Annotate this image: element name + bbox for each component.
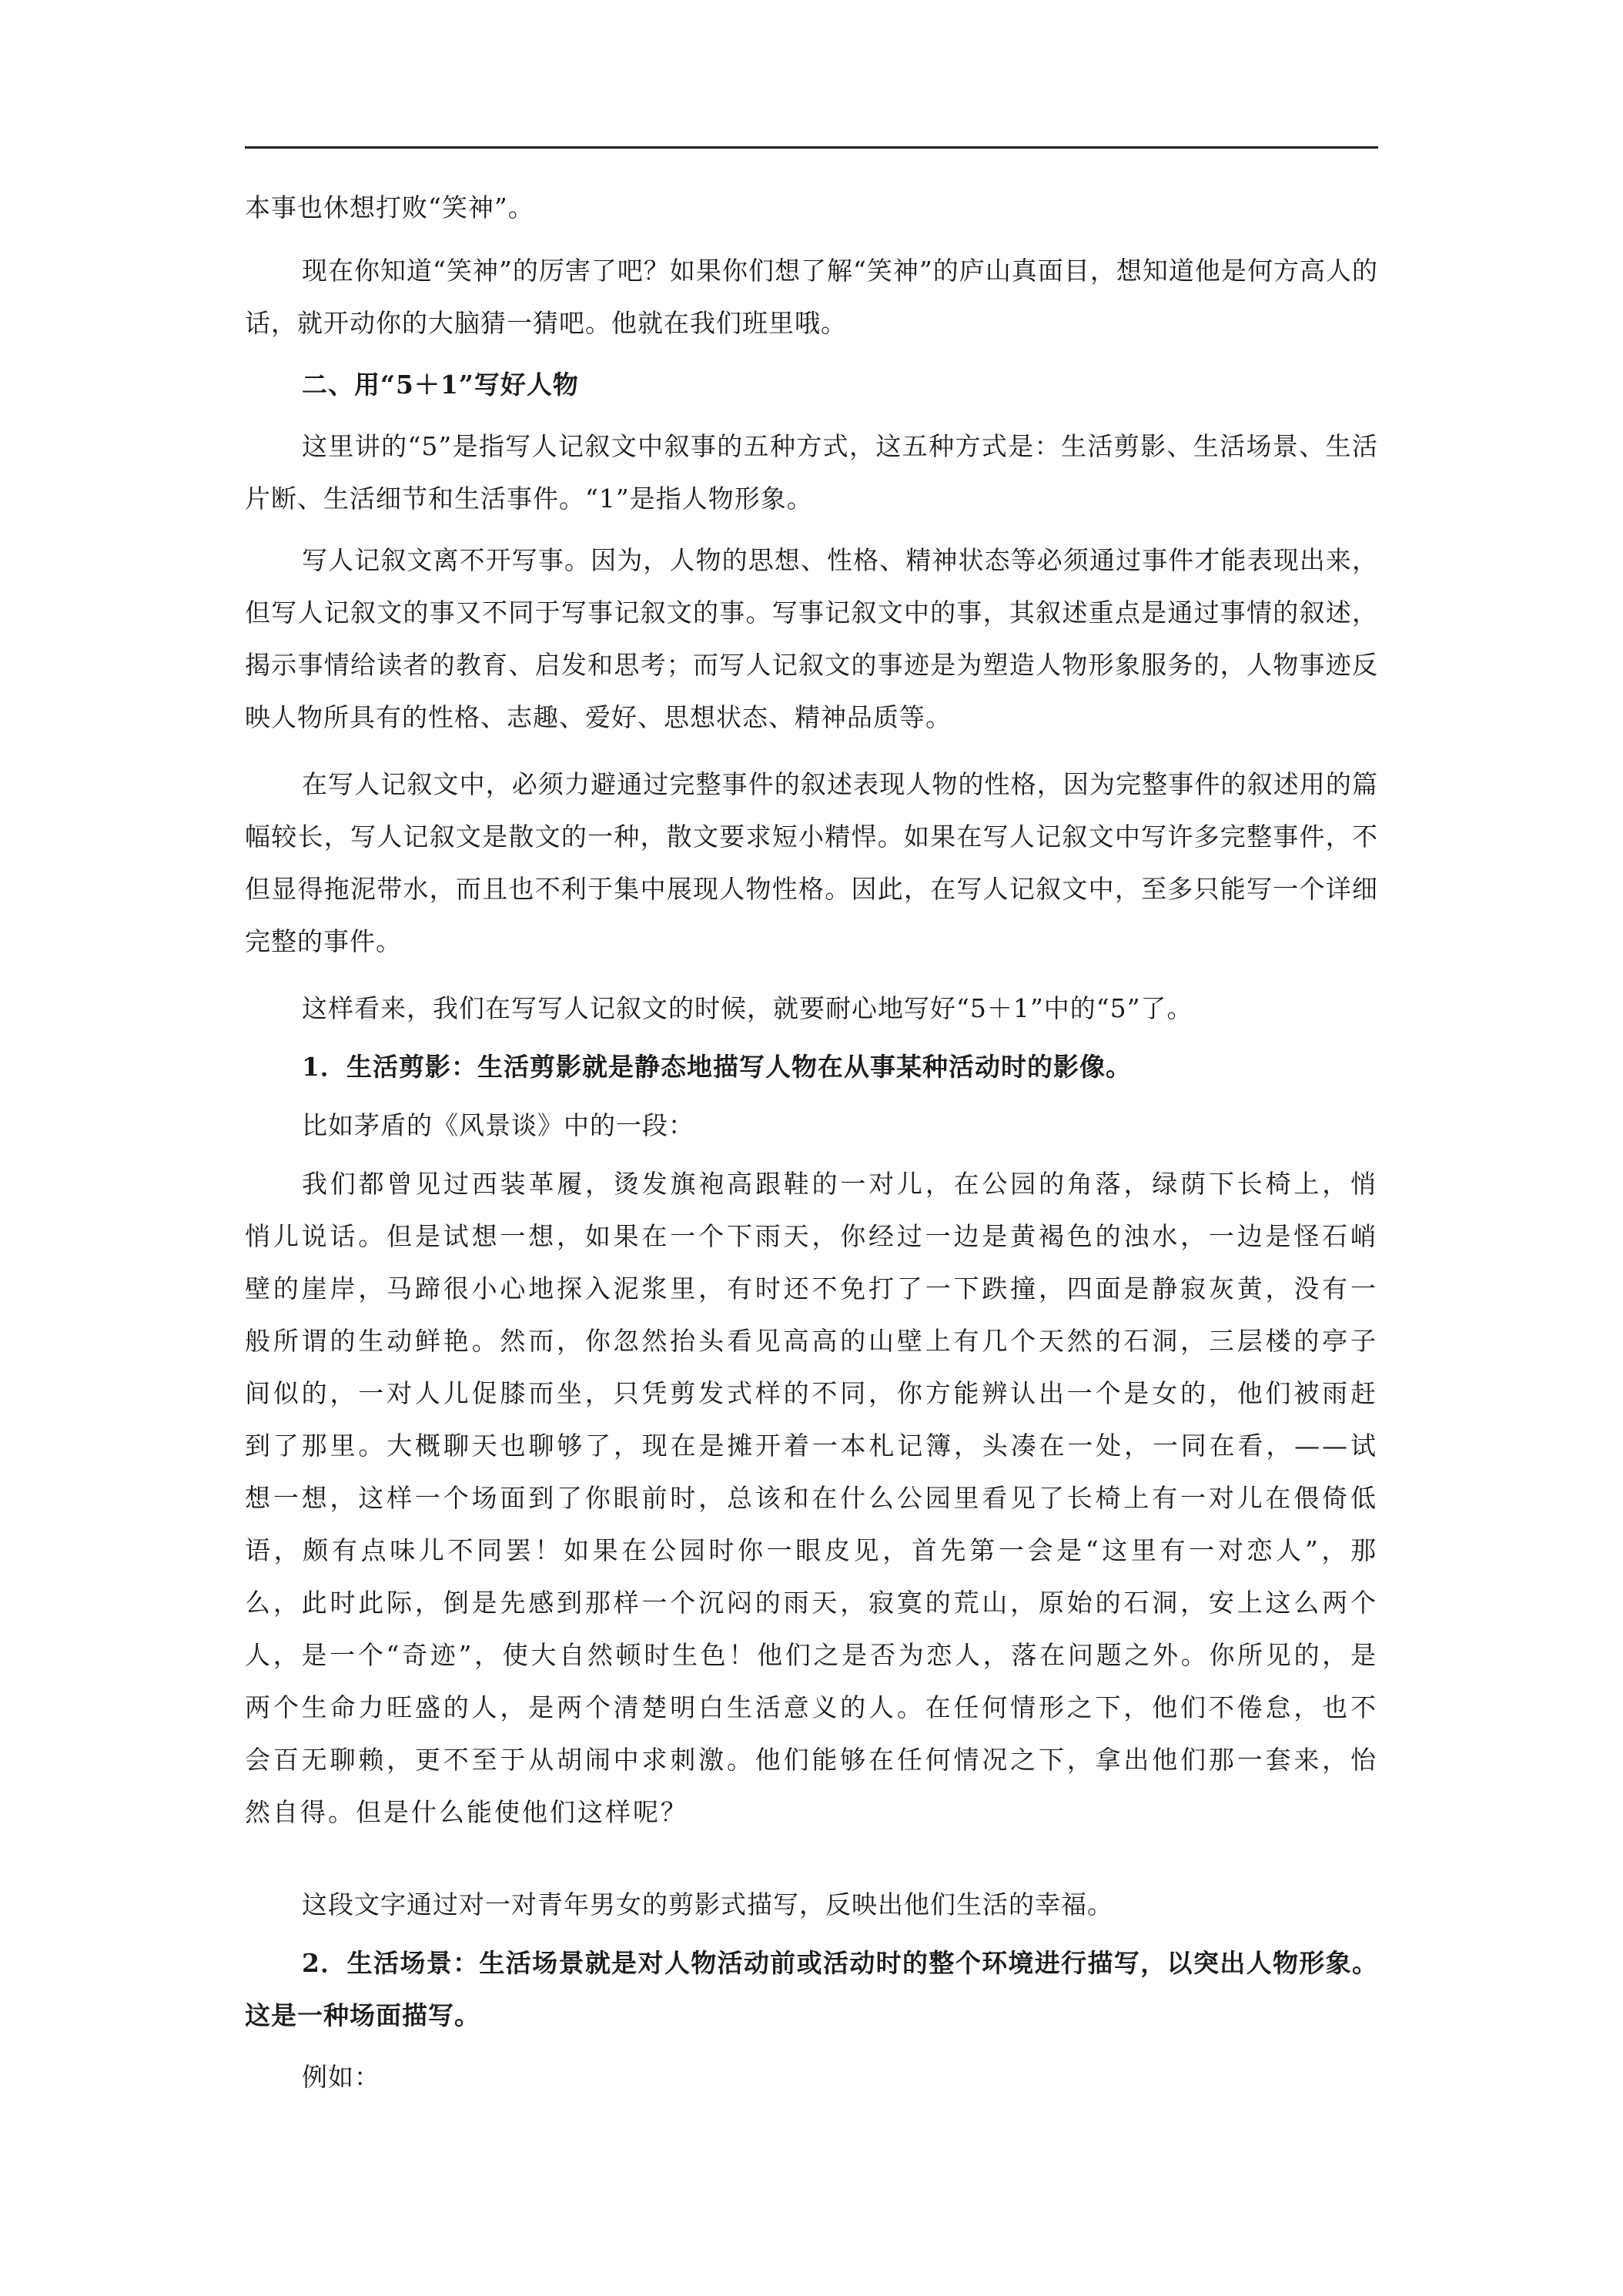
paragraph-definition: 这里讲的“5”是指写人记叙文中叙事的五种方式，这五种方式是：生活剪影、生活场景、生活片断、生活细节和生活事件。“1”是指人物形象。 — [245, 431, 1378, 514]
quoted-excerpt: 我们都曾见过西装革履，烫发旗袍高跟鞋的一对儿，在公园的角落，绿荫下长椅上，悄悄儿说话。但是试想一想，如果在一个下雨天，你经过一边是黄褐色的浊水，一边是怪石峭壁的崖岸，马蹄很小心地探入泥浆里，有时还不免打了一下跌撞，四面是静寂灰黄，没有一般所谓的生动鲜艳。然而，你忽然抬头看见高高的山壁上有几个天然的石洞，三层楼的亭子间似的，一对人儿促膝而坐，只凭剪发式样的不同，你方能辨认出一个是女的，他们被雨赶到了那里。大概聊天也聊够了，现在是摊开着一本札记簿，头凑在一处，一同在看，——试想一想，这样一个场面到了你眼前时，总该和在什么公园里看见了长椅上有一对儿在偎倚低语，颇有点味儿不同罢！如果在公园时你一眼皮见，首先第一会是“这里有一对恋人”，那么，此时此际，倒是先感到那样一个沉闷的雨天，寂寞的荒山，原始的石洞，安上这么两个人，是一个“奇迹”，使大自然顿时生色！他们之是否为恋人，落在问题之外。你所见的，是两个生命力旺盛的人，是两个清楚明白生活意义的人。在任何情形之下，他们不倦怠，也不会百无聊赖，更不至于从胡闹中求刺激。他们能够在任何情况之下，拿出他们那一套来，怡然自得。但是什么能使他们这样呢？ — [245, 1169, 1378, 1827]
section-heading: 二、用“5＋1”写好人物 — [302, 370, 579, 400]
paragraph-example-intro: 比如茅盾的《风景谈》中的一段： — [302, 1110, 694, 1140]
paragraph-xiaoshen: 现在你知道“笑神”的厉害了吧？如果你们想了解“笑神”的庐山真面目，想知道他是何方高人的话，就开动你的大脑猜一猜吧。他就在我们班里哦。 — [245, 256, 1378, 338]
subheading-scene: 2．生活场景：生活场景就是对人物活动前或活动时的整个环境进行描写，以突出人物形象。这是一种场面描写。 — [245, 1948, 1378, 2030]
paragraph-analysis: 这段文字通过对一对青年男女的剪影式描写，反映出他们生活的幸福。 — [302, 1889, 1113, 1919]
paragraph-write-events: 写人记叙文离不开写事。因为，人物的思想、性格、精神状态等必须通过事件才能表现出来，但写人记叙文的事又不同于写事记叙文的事。写事记叙文中的事，其叙述重点是通过事情的叙述，揭示事情给读者的教育、启发和思考；而写人记叙文的事迹是为塑造人物形象服务的，人物事迹反映人物所具有的性格、志趣、爱好、思想状态、精神品质等。 — [245, 545, 1378, 732]
paragraph-conclusion: 这样看来，我们在写写人记叙文的时候，就要耐心地写好“5＋1”中的“5”了。 — [302, 993, 1193, 1023]
paragraph-continuation: 本事也休想打败“笑神”。 — [245, 192, 534, 223]
paragraph-example-label: 例如： — [302, 2062, 380, 2092]
subheading-silhouette: 1．生活剪影：生活剪影就是静态地描写人物在从事某种活动时的影像。 — [302, 1052, 1132, 1082]
header-rule — [245, 146, 1378, 149]
paragraph-avoid-complete-events: 在写人记叙文中，必须力避通过完整事件的叙述表现人物的性格，因为完整事件的叙述用的篇幅较长，写人记叙文是散文的一种，散文要求短小精悍。如果在写人记叙文中写许多完整事件，不但显得拖泥带水，而且也不利于集中展现人物性格。因此，在写人记叙文中，至多只能写一个详细完整的事件。 — [245, 769, 1378, 956]
